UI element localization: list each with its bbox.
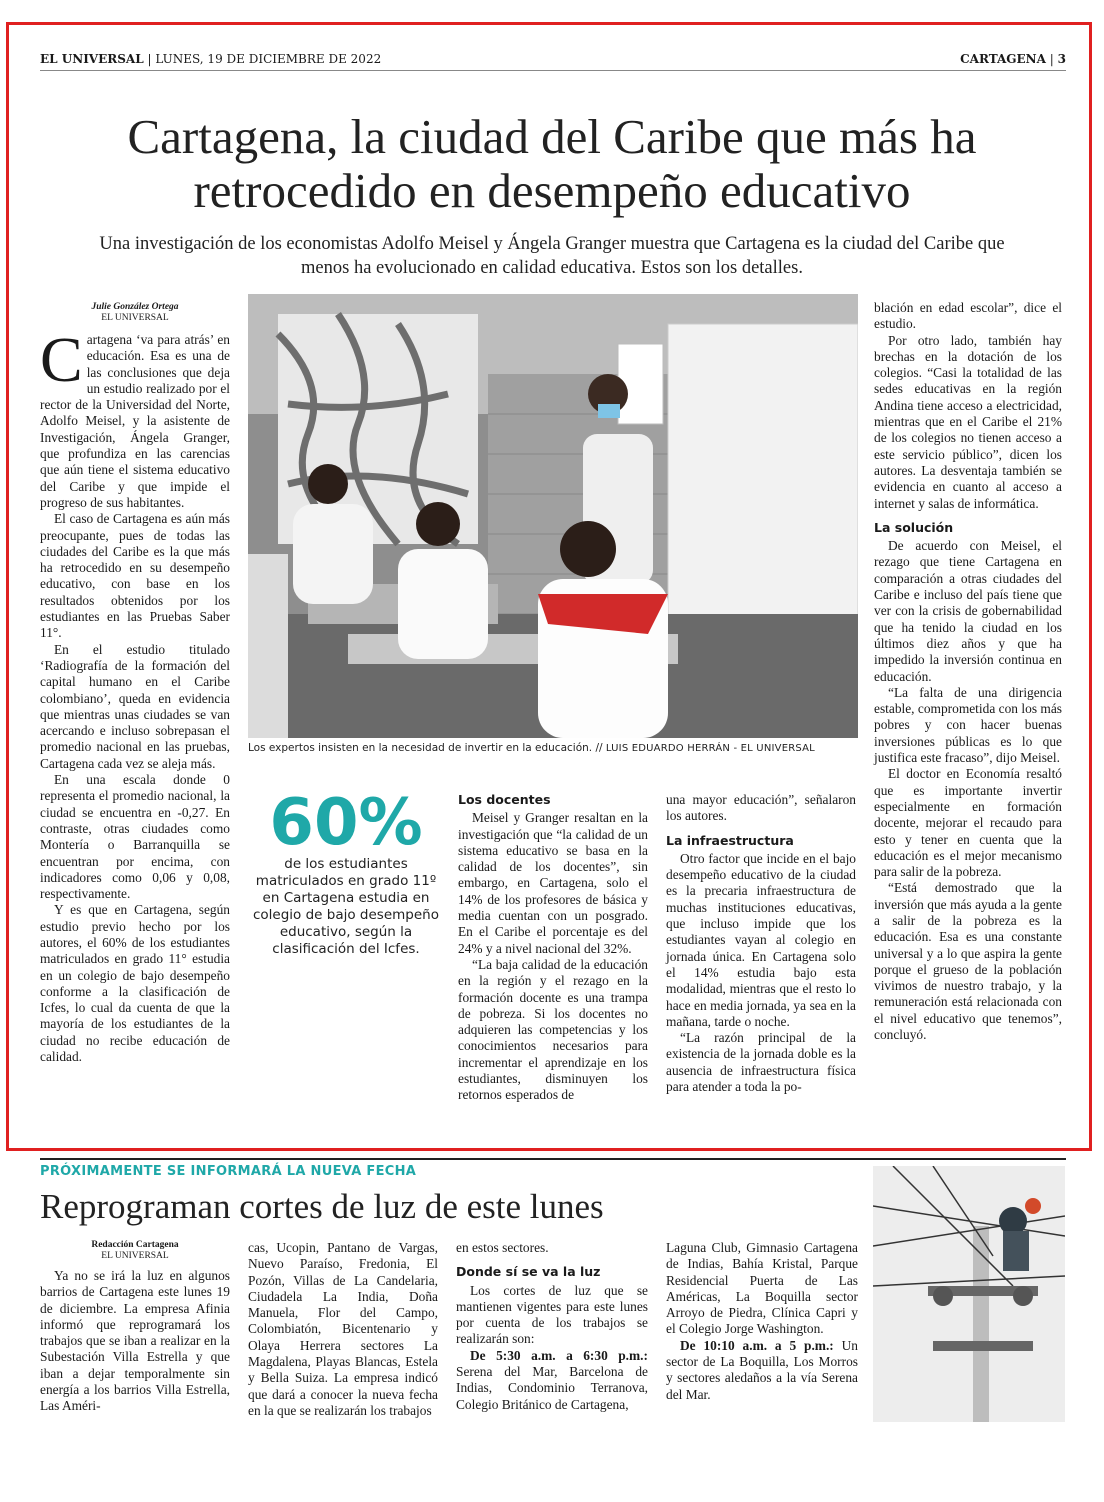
section-name: CARTAGENA [960, 52, 1046, 66]
stat-number: 60% [269, 786, 423, 860]
paragraph: En una escala donde 0 representa el promedio nacional, la ciudad se encuentra en -0,27. En contraste, otras ciudades como Montería o Barranquilla se encuentran por encima, con indicadores como 0,06 y 0,08, respectivamente. [40, 772, 230, 902]
second-byline [40, 1240, 230, 1262]
power-line-photo [873, 1166, 1065, 1422]
paragraph [666, 1338, 858, 1403]
paragraph: Por otro lado, también hay brechas en la dotación de los colegios. “Casi la totalidad de las sedes educativas en la región Andina tiene acceso a electricidad, mientras que en el Caribe el 21% de los colegios no tienen acceso a este servicio público”, dicen los autores. La desventaja también se evidencia en cuanto al acceso a internet y salas de informática. [874, 332, 1062, 511]
second-headline: Reprograman cortes de luz de este lunes [40, 1187, 604, 1226]
article-column-5 [874, 300, 1062, 1043]
paragraph: El doctor en Economía resaltó que es importante invertir especialmente en formación docente, mejorar el recaudo para esto y tener en cuenta que la educación es el mejor mecanismo para salir de la pobreza. [874, 766, 1062, 880]
subheading-solucion: La solución [874, 519, 954, 535]
article-column-1 [40, 302, 230, 1065]
second-column-4 [666, 1240, 858, 1403]
photo-caption [248, 742, 858, 754]
paragraph: “Está demostrado que la inversión que más ayuda a la gente a salir de la pobreza es la educación. Esa es una constante universal y a lo que aspira la gente porque el grueso de la población vivimos de nuestro trabajo, y la remuneración está relacionada con el nivel educativo que tenemos”, concluyó. [874, 880, 1062, 1043]
paragraph: “La falta de una dirigencia estable, comprometida con los más pobres y con hacer buenas inversiones públicas es lo que justifica este fracaso”, dijo Meisel. [874, 684, 1062, 766]
paragraph: Laguna Club, Gimnasio Cartagena de Indias, Bahía Kristal, Parque Residencial Puerta de Las Américas, La Boquilla sector Arroyo de Piedra, Clínica Capri y el Colegio Jorge Washington. [666, 1240, 858, 1337]
second-kicker: PRÓXIMAMENTE SE INFORMARÁ LA NUEVA FECHA [40, 1164, 417, 1179]
paragraph: Ya no se irá la luz en algunos barrios de Cartagena este lunes 19 de diciembre. La empresa Afinia informó que reprogramará los trabajos que se iban a realizar en la Subestación Villa Estrella y que iban a dejar temporalmente sin energía a los barrios Villa Estrella, Las Améri- [40, 1268, 230, 1414]
byline-org: EL UNIVERSAL [101, 313, 169, 323]
subheading-donde: Donde sí se va la luz [456, 1264, 601, 1280]
paragraph: artagena ‘va para atrás’ en educación. Esa es una de las conclusiones que deja un estudio realizado por el rector de la Universidad del Norte, Adolfo Meisel, y la asistente de Investigación, Ángela Granger, que profundiza en las carencias que aún tiene el sistema educativo del Caribe y que impide el progreso de sus habitantes. [40, 332, 230, 510]
schedule-time: De 10:10 a.m. a 5 p.m.: [680, 1337, 834, 1353]
paragraph: “La baja calidad de la educación en la región y el rezago en la formación docente es una trampa de pobreza. Si los docentes no adquieren las competencias y los conocimientos necesarios para incrementar el aprendizaje en los estudiantes, disminuyen los retornos esperados de [458, 956, 648, 1103]
article-headline: Cartagena, la ciudad del Caribe que más ha retrocedido en desempeño educativo [127, 109, 977, 218]
stat-box [246, 786, 446, 958]
caption-text: Los expertos insisten en la necesidad de invertir en la educación. // [248, 742, 603, 754]
paragraph: Y es que en Cartagena, según estudio previo hecho por los autores, el 60% de los estudiantes matriculados en grado 11° estudia en un colegio de bajo desempeño conforme a la clasificación de Icfes, lo cual da cuenta de que la mayoría de los estudiantes de la ciudad no recibe educación de calidad. [40, 902, 230, 1065]
paragraph: blación en edad escolar”, dice el estudio. [874, 300, 1062, 332]
paragraph: En el estudio titulado ‘Radiografía de la formación del capital humano en el Caribe colombiano’, queda en evidencia que mientras unas ciudades se van acercando e incluso sobrepasan el promedio nacional en las pruebas, Cartagena cada vez se aleja más. [40, 641, 230, 771]
schedule-time: De 5:30 a.m. a 6:30 p.m.: [470, 1347, 648, 1363]
paragraph: Meisel y Granger resaltan en la investigación que “la calidad de un sistema educativo se basa en la calidad de los docentes”, sin embargo, en Cartagena, solo el 14% de los profesores de básica y media cuentan con un posgrado. En el Caribe el porcentaje es del 24% y a nivel nacional del 32%. [458, 810, 648, 956]
byline [40, 302, 230, 324]
drop-cap: C [40, 324, 83, 395]
utility-pole-illustration [873, 1166, 1065, 1422]
paragraph: Los cortes de luz que se mantienen vigentes para este lunes por cuenta de los trabajos se realizarán son: [456, 1282, 648, 1347]
second-column-1 [40, 1240, 230, 1415]
second-byline-author: Redacción Cartagena [91, 1240, 179, 1250]
section-divider [40, 1158, 1066, 1160]
stat-text: de los estudiantes matriculados en grado 11º en Cartagena estudia en colegio de bajo desempeño educativo, según la clasificación del Icfes. [253, 856, 439, 957]
paper-name: EL UNIVERSAL [40, 52, 144, 66]
page-number: 3 [1057, 52, 1066, 66]
article-deck: Una investigación de los economistas Adolfo Meisel y Ángela Granger muestra que Cartagena es la ciudad del Caribe que menos ha evolucionado en calidad educativa. Estos son los detalles. [99, 234, 1005, 278]
subheading-infraestructura: La infraestructura [666, 832, 794, 848]
schedule-places: Un sector de La Boquilla, Los Morros y sectores aledaños a la vía Serena del Mar. [666, 1337, 858, 1402]
paragraph: “La razón principal de la existencia de la jornada doble es la ausencia de infraestructura física para atender a toda la po- [666, 1030, 856, 1095]
article-column-4 [666, 792, 856, 1095]
schedule-places: Serena del Mar, Barcelona de Indias, Condominio Terranova, Colegio Británico de Cartagena, [456, 1364, 648, 1412]
second-byline-org: EL UNIVERSAL [101, 1251, 169, 1261]
article-column-3 [458, 792, 648, 1104]
second-column-2 [248, 1240, 438, 1419]
byline-author: Julie González Ortega [91, 302, 179, 312]
second-column-3 [456, 1240, 648, 1413]
page-header: EL UNIVERSAL | LUNES, 19 DE DICIEMBRE DE 2022 CARTAGENA | 3 [40, 52, 1066, 71]
paragraph: una mayor educación”, señalaron los autores. [666, 792, 856, 824]
classroom-illustration [248, 294, 858, 738]
paragraph: De acuerdo con Meisel, el rezago que tiene Cartagena en comparación a otras ciudades del Caribe e incluso del país tiene que ver con la crisis de gobernabilidad que ha tenido la ciudad en los últimos diez años y que ha impedido la inversión continua en educación. [874, 538, 1062, 684]
photo-credit: LUIS EDUARDO HERRÁN - EL UNIVERSAL [605, 743, 815, 754]
paragraph: Otro factor que incide en el bajo desempeño educativo de la ciudad es la precaria infraestructura de muchas instituciones educativas, que incluso impide que los estudiantes vayan al colegio en jornada única. En Cartagena solo el 14% estudia bajo esta modalidad, mientras que el resto lo hace en media jornada, ya sea en la mañana, tarde o noche. [666, 850, 856, 1029]
paragraph: El caso de Cartagena es aún más preocupante, pues de todas las ciudades del Caribe es la que más ha retrocedido en su desempeño educativo, con base en los resultados obtenidos por los estudiantes en las Pruebas Saber 11°. [40, 511, 230, 641]
paragraph: cas, Ucopin, Pantano de Vargas, Nuevo Paraíso, Fredonia, El Pozón, Villas de La Candelaria, Ciudadela La India, Doña Manuela, Flor del Campo, Colombiatón, Bicentenario y Olaya Herrera sectores La Magdalena, Playas Blancas, Estela y Bella Suiza. La empresa indicó que dará a conocer la nueva fecha en la que se realizarán los trabajos [248, 1240, 438, 1418]
page-date: LUNES, 19 DE DICIEMBRE DE 2022 [155, 52, 382, 66]
subheading-docentes: Los docentes [458, 792, 551, 807]
paragraph: en estos sectores. [456, 1240, 549, 1255]
paragraph [456, 1348, 648, 1413]
classroom-photo [248, 294, 858, 738]
